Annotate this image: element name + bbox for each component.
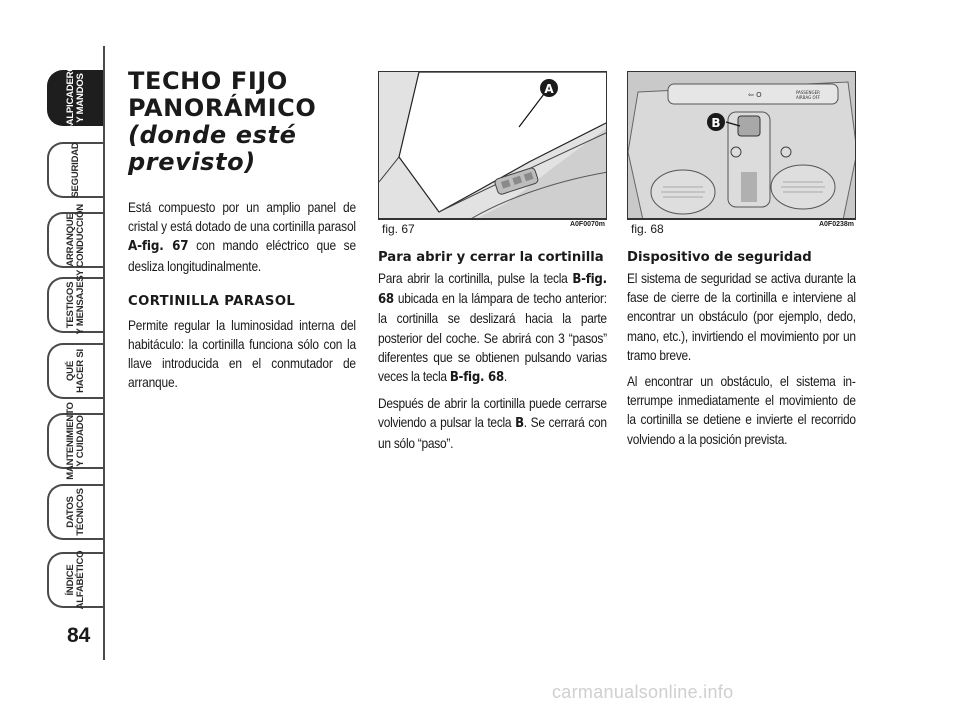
page-number: 84 — [67, 624, 91, 647]
tab-label: QUÉ HACER SI — [65, 349, 86, 393]
intro-text: Está compuesto por un amplio panel de cristal y está dotado de una cortinilla parasol — [128, 200, 356, 235]
cortinilla-paragraph: Permite regular la luminosidad interna del habitáculo: la cortinilla funciona sólo con la llave introducida en el conmutador de arranque. — [128, 317, 356, 391]
figure-number: fig. 68 — [631, 222, 664, 236]
title-subtitle-line: (donde esté — [128, 121, 297, 149]
title-line: PANORÁMICO — [128, 94, 317, 122]
safety-column — [627, 250, 856, 456]
body-text: . — [503, 369, 507, 385]
roof-lamp-drawing — [628, 72, 856, 219]
subheading-cortinilla: CORTINILLA PARASOL — [128, 293, 296, 309]
intro-column — [128, 68, 356, 393]
figure-reference[interactable]: B-fig. 68 — [449, 370, 504, 386]
safety-heading: Dispositivo de seguridad — [627, 250, 812, 265]
watermark: carmanualsonline.info — [552, 682, 734, 702]
tab-label: SEGURIDAD — [70, 142, 81, 198]
figure-67 — [378, 71, 607, 242]
close-paragraph — [378, 394, 607, 453]
roof-lamp-illustration — [627, 71, 856, 219]
figure-code: A0F0070m — [569, 221, 605, 228]
sunroof-drawing — [379, 72, 607, 219]
chapter-sidebar — [0, 0, 110, 709]
safety-paragraph: El sistema de seguridad se activa durante la fase de cierre de la cortinilla e interviene al encontrar un obstáculo (por ejemplo, dedo, mano, etc.), invirtiendo el movimiento por un tramo breve. — [627, 271, 856, 363]
body-text: . Se cerrará con un sólo “paso”. — [378, 415, 607, 451]
page-title — [128, 68, 356, 176]
open-close-column — [378, 250, 607, 460]
figure-reference[interactable]: A-fig. 67 — [128, 238, 189, 255]
tab-arranque-y-conduccion[interactable] — [47, 204, 103, 276]
tab-salpicadero-y-mandos[interactable] — [47, 64, 103, 132]
open-close-heading: Para abrir y cerrar la cortinilla — [378, 250, 604, 265]
tab-label: ARRANQUE Y CONDUCCIÓN — [65, 204, 86, 276]
tab-datos-tecnicos[interactable] — [47, 484, 103, 540]
intro-text: con mando eléctrico que se desliza longitudinalmente. — [128, 238, 356, 274]
figure-code: A0F0238m — [818, 221, 854, 228]
body-text: ubicada en la lámpara de techo anterior: la cortinilla se deslizará hacia la parte posterior del coche. Se abrirá con 3 “pasos” diferentes que se obtienen pulsando varias veces la tecla — [378, 291, 607, 385]
body-text: Después de abrir la cortinilla puede cerrarse volviendo a pulsar la tecla — [378, 396, 607, 431]
airbag-label-line: AIRBAG OFF — [796, 95, 821, 100]
sidebar-divider — [103, 46, 105, 660]
safety-paragraph: Al encontrar un obstáculo, el sistema interrumpe inmediatamente el movimiento de la cortinilla se detiene e invierte el recorrido volviendo a la posición prevista. — [627, 374, 856, 447]
figure-reference[interactable]: B-fig. 68 — [378, 272, 607, 308]
sunroof-illustration — [378, 71, 607, 219]
tab-indice-alfabetico[interactable] — [47, 552, 103, 608]
tab-label: SALPICADERO Y MANDOS — [65, 64, 86, 132]
intro-paragraph — [128, 198, 356, 276]
tab-seguridad[interactable] — [47, 142, 103, 198]
figure-68 — [627, 71, 856, 242]
tab-label: MANTENIMIENTO Y CUIDADO — [65, 402, 86, 480]
tab-testigos-y-mensajes[interactable] — [47, 277, 103, 333]
open-close-paragraph — [378, 269, 607, 387]
title-subtitle-line: previsto) — [128, 148, 256, 176]
key-reference: B — [515, 416, 524, 432]
body-text: Para abrir la cortinilla, pulse la tecla — [378, 271, 573, 286]
tab-label: DATOS TÉCNICOS — [65, 488, 86, 536]
tab-que-hacer-si[interactable] — [47, 343, 103, 399]
title-line: TECHO FIJO — [128, 67, 288, 95]
airbag-label-line: PASSENGER — [796, 90, 820, 95]
figure-caption-rule — [378, 219, 607, 220]
tab-label: TESTIGOS Y MENSAJES — [65, 275, 86, 335]
tab-label: ÍNDICE ALFABÉTICO — [65, 550, 86, 610]
svg-text:⇦ O: ⇦ O — [748, 91, 762, 99]
callout-b-label: B — [711, 116, 721, 130]
callout-a-label: A — [544, 82, 554, 96]
figure-caption-rule — [627, 219, 856, 220]
figure-number: fig. 67 — [382, 222, 415, 236]
tab-mantenimiento-y-cuidado[interactable] — [47, 402, 103, 480]
